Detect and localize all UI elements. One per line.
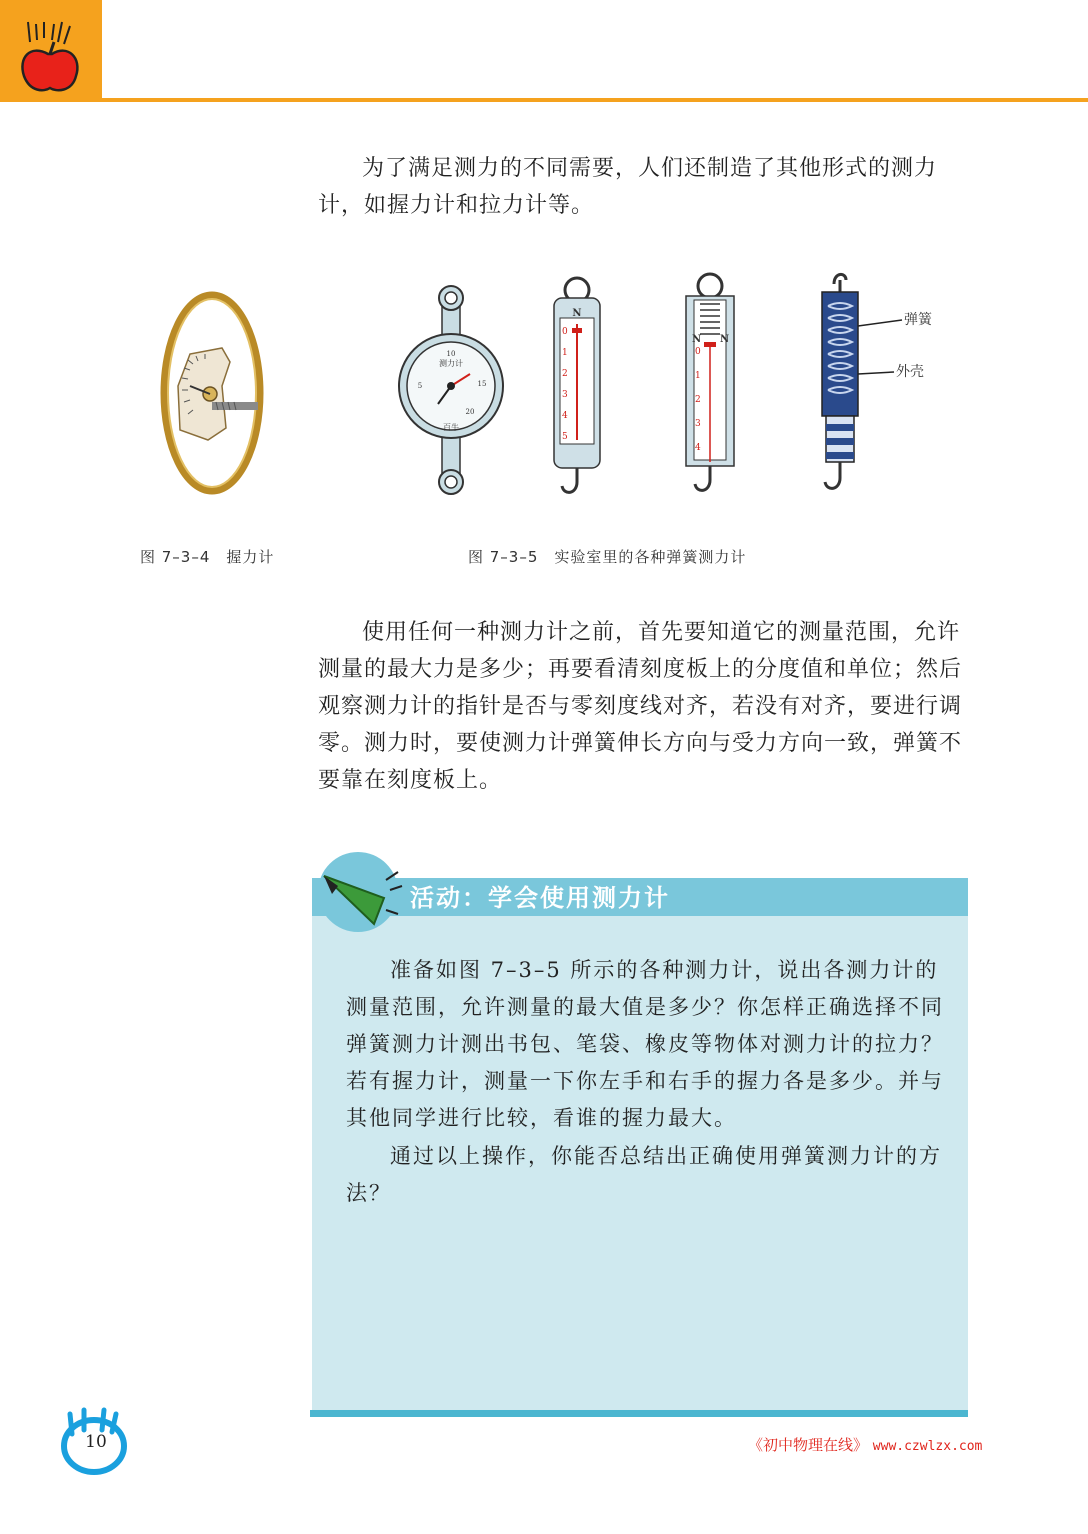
tube2-scale-3: 3 [695, 419, 701, 429]
grip-dynamometer-figure [150, 290, 280, 500]
footer-url[interactable]: www.czwlzx.com [872, 1439, 983, 1454]
figure-caption-7-3-4 [140, 546, 274, 567]
page-number: 10 [85, 1432, 107, 1452]
usage-paragraph: 使用任何一种测力计之前，首先要知道它的测量范围，允许测量的最大力是多少；再要看清刻度板上的分度值和单位；然后观察测力计的指针是否与零刻度线对齐，若没有对齐，要进行调零。测力时，要使测力计弹簧伸长方向与受力方向一致，弹簧不要靠在刻度板上。 [318, 620, 963, 793]
caption-number: 图 7–3–5 [468, 548, 539, 566]
dial-tick-10: 10 [446, 350, 456, 358]
activity-paragraph-2: 通过以上操作，你能否总结出正确使用弹簧测力计的方法？ [346, 1144, 942, 1205]
apple-icon [0, 0, 102, 102]
tube2-scale-2: 2 [695, 395, 701, 405]
tube1-scale-3: 3 [562, 390, 568, 400]
dial-tick-15: 15 [477, 380, 487, 388]
tube2-scale-0: 0 [695, 347, 701, 357]
callout-shell: 外壳 [896, 364, 924, 380]
tube-spring-scale-2-figure [680, 266, 740, 506]
dial-tick-5: 5 [417, 382, 423, 390]
caption-title: 握力计 [226, 548, 275, 566]
tube2-unit-n-left: N [692, 334, 702, 345]
intro-paragraph: 为了满足测力的不同需要，人们还制造了其他形式的测力计，如握力计和拉力计等。 [318, 156, 938, 218]
activity-bottom-rule [310, 1410, 968, 1417]
dial-spring-scale-figure [398, 282, 504, 502]
tube1-scale-0: 0 [562, 327, 568, 337]
footer-credit [748, 1434, 982, 1455]
header-rule [102, 98, 1088, 102]
dial-tick-20: 20 [465, 408, 475, 416]
tube1-scale-2: 2 [562, 369, 568, 379]
tube-spring-scale-figure [548, 270, 606, 506]
tube2-scale-4: 4 [695, 443, 701, 453]
corner-block [0, 0, 102, 102]
tube1-scale-5: 5 [562, 432, 568, 442]
dial-brand-label: 测力计 [439, 359, 463, 368]
caption-title: 实验室里的各种弹簧测力计 [554, 548, 747, 566]
callout-spring: 弹簧 [904, 312, 932, 328]
figure-caption-7-3-5 [468, 546, 746, 567]
tube1-unit-n: N [572, 308, 582, 319]
activity-title: 活动：学会使用测力计 [410, 884, 670, 912]
tube2-unit-n-right: N [720, 334, 730, 345]
tube1-scale-1: 1 [562, 348, 568, 358]
footer-brand: 《初中物理在线》 [748, 1436, 869, 1454]
caption-number: 图 7–3–4 [140, 548, 211, 566]
tube2-scale-1: 1 [695, 371, 701, 381]
dial-unit-label: 百牛 [443, 423, 459, 432]
pencil-icon [310, 850, 406, 936]
cutaway-spring-scale-figure [810, 266, 960, 506]
activity-paragraph-1: 准备如图 7–3–5 所示的各种测力计，说出各测力计的测量范围，允许测量的最大值是多少？你怎样正确选择不同弹簧测力计测出书包、笔袋、橡皮等物体对测力计的拉力？若有握力计，测量一下你左手和右手的握力各是多少。并与其他同学进行比较，看谁的握力最大。 [346, 958, 944, 1130]
tube1-scale-4: 4 [562, 411, 568, 421]
